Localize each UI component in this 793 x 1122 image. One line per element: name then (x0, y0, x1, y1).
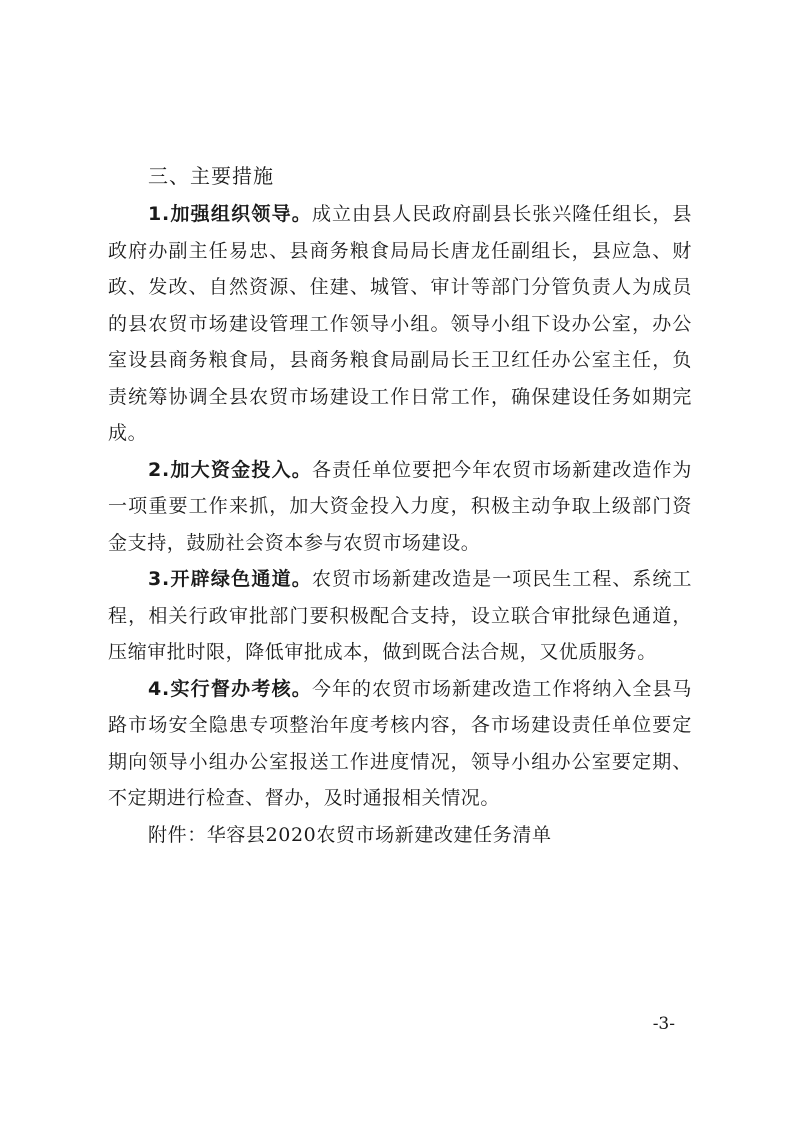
measure-text-4: 今年的农贸市场新建改造工作将纳入全县马路市场安全隐患专项整治年度考核内容，各市场建设责任单位要定期向领导小组办公室报送工作进度情况，领导小组办公室要定期、不定期进行检查、督办，及时通报相关情况。 (108, 677, 692, 809)
measure-text-2: 各责任单位要把今年农贸市场新建改造作为一项重要工作来抓，加大资金投入力度，积极主动争取上级部门资金支持，鼓励社会资本参与农贸市场建设。 (108, 458, 692, 554)
section-heading: 三、主要措施 (148, 164, 274, 188)
measure-paragraph-3 (108, 561, 692, 671)
measure-paragraph-1 (108, 196, 692, 452)
measure-lead-1: 1.加强组织领导。 (148, 203, 313, 225)
measure-lead-2: 2.加大资金投入。 (148, 458, 313, 481)
measure-lead-4: 4.实行督办考核。 (148, 677, 313, 700)
measure-lead-3: 3.开辟绿色通道。 (148, 568, 313, 590)
measure-text-1: 成立由县人民政府副县长张兴隆任组长，县政府办副主任易忠、县商务粮食局局长唐龙任副组长，县应急、财政、发改、自然资源、住建、城管、审计等部门分管负责人为成员的县农贸市场建设管理工作领导小组。领导小组下设办公室，办公室设县商务粮食局，县商务粮食局副局长王卫红任办公室主任，负责统筹协调全县农贸市场建设工作日常工作，确保建设任务如期完成。 (108, 203, 692, 444)
measure-paragraph-4 (108, 671, 692, 817)
measure-paragraph-2 (108, 452, 692, 562)
document-body (108, 196, 692, 853)
measure-text-3: 农贸市场新建改造是一项民生工程、系统工程，相关行政审批部门要积极配合支持，设立联合审批绿色通道，压缩审批时限，降低审批成本，做到既合法合规，又优质服务。 (108, 568, 692, 663)
page-number: -3- (652, 1014, 675, 1034)
attachment-line: 附件：华容县2020农贸市场新建改建任务清单 (148, 823, 552, 846)
